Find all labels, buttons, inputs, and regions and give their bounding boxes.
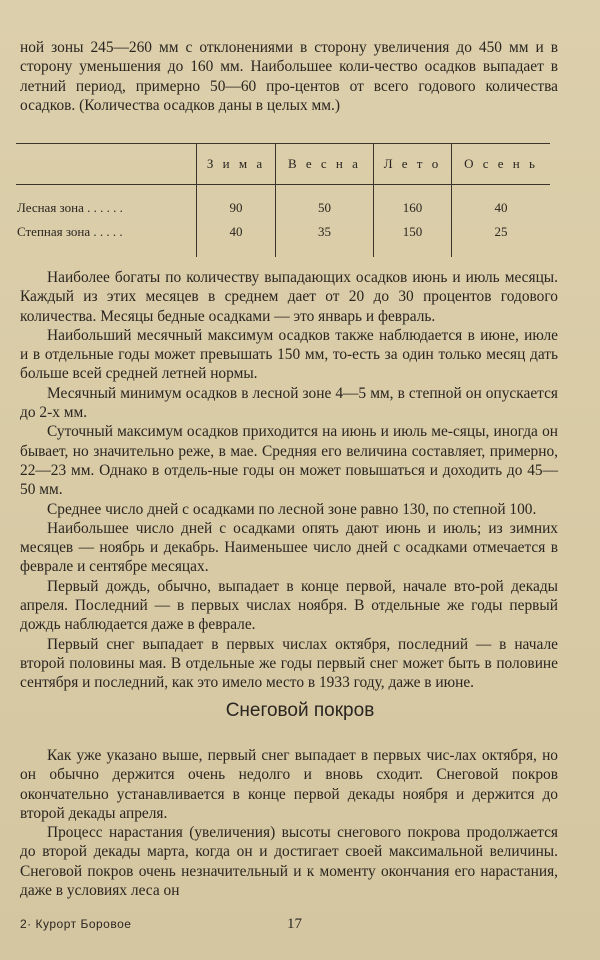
table-header-autumn: О с е н ь	[452, 144, 550, 185]
paragraph: Наибольший месячный максимум осадков также наблюдается в июне, июле и в отдельные годы может превышать 150 мм, то-есть за один только месяц дать больше всей средней летней нормы.	[20, 326, 558, 383]
table-header-row	[16, 144, 550, 185]
section-heading: Снеговой покров	[225, 700, 375, 721]
table-cell: 40	[197, 220, 276, 257]
intro-block	[20, 38, 558, 115]
printer-signature: 2· Курорт Боровое	[20, 917, 132, 931]
paragraph: Месячный минимум осадков в лесной зоне 4—5 мм, в степной он опускается до 2-х мм.	[20, 384, 558, 422]
paragraph: Среднее число дней с осадками по лесной зоне равно 130, по степной 100.	[47, 500, 537, 518]
table-row	[16, 220, 550, 257]
paragraph: Первый дождь, обычно, выпадает в конце первой, начале вто-рой декады апреля. Последний — в первых числах ноября. В отдельные же годы первый дождь наблюдается даже в феврале.	[20, 577, 558, 634]
table-cell: 90	[197, 185, 276, 221]
paragraph: Процесс нарастания (увеличения) высоты снегового покрова продолжается до второй декады марта, когда он и достигает своей максимальной величины. Снеговой покров очень незначительный и к моменту окончания его нарастания, даже в условиях леса он	[20, 824, 558, 900]
paragraph: Как уже указано выше, первый снег выпадает в первых чис-лах октября, но он обычно держится очень недолго и вновь сходит. Снеговой покров окончательно устанавливается в конце первой декады ноября и держится до второй декады апреля.	[20, 747, 558, 822]
table-cell: 35	[275, 220, 373, 257]
table-corner-cell	[16, 144, 197, 185]
table-cell: 25	[452, 220, 550, 257]
paragraph: Наибольшее число дней с осадками опять дают июнь и июль; из зимних месяцев — ноябрь и декабрь. Наименьшее число дней с осадками отмечается в феврале и сентябре месяцах.	[20, 519, 558, 576]
row-label-steppe: Степная зона . . . . .	[17, 224, 123, 239]
table-row	[16, 185, 550, 221]
table-cell: 40	[452, 185, 550, 221]
page-number: 17	[287, 916, 302, 932]
section-body	[20, 746, 558, 900]
row-label-forest: Лесная зона . . . . . .	[17, 200, 123, 215]
paragraph: Суточный максимум осадков приходится на июнь и июль ме-сяцы, иногда он бывает, но значительно реже, в мае. Средняя его величина составляет, примерно, 22—23 мм. Однако в отдель-ные годы он может повышаться и доходить до 45—50 мм.	[20, 423, 558, 499]
table-cell: 50	[275, 185, 373, 221]
intro-paragraph: ной зоны 245—260 мм с отклонениями в сторону увеличения до 450 мм и в сторону уменьшения до 160 мм. Наибольшее коли-чество осадков выпадает в летний период, примерно 50—60 про-центов от всего годового количества осадков. (Количества осадков даны в целых мм.)	[20, 39, 558, 114]
body-text	[20, 268, 558, 693]
table-header-winter: З и м а	[197, 144, 276, 185]
table-cell: 150	[373, 220, 451, 257]
paragraph: Первый снег выпадает в первых числах октября, последний — в начале второй половины мая. В отдельные же годы первый снег может быть в половине сентября и последний, как это имело место в 1933 году, даже в июне.	[20, 635, 558, 692]
table-header-spring: В е с н а	[275, 144, 373, 185]
precipitation-table	[16, 143, 550, 257]
paragraph: Наиболее богаты по количеству выпадающих осадков июнь и июль месяцы. Каждый из этих месяцев в среднем дает от 20 до 30 процентов годового количества. Месяцы бедные осадками — это январь и февраль.	[20, 269, 558, 325]
table-cell: 160	[373, 185, 451, 221]
table-header-summer: Л е т о	[373, 144, 451, 185]
